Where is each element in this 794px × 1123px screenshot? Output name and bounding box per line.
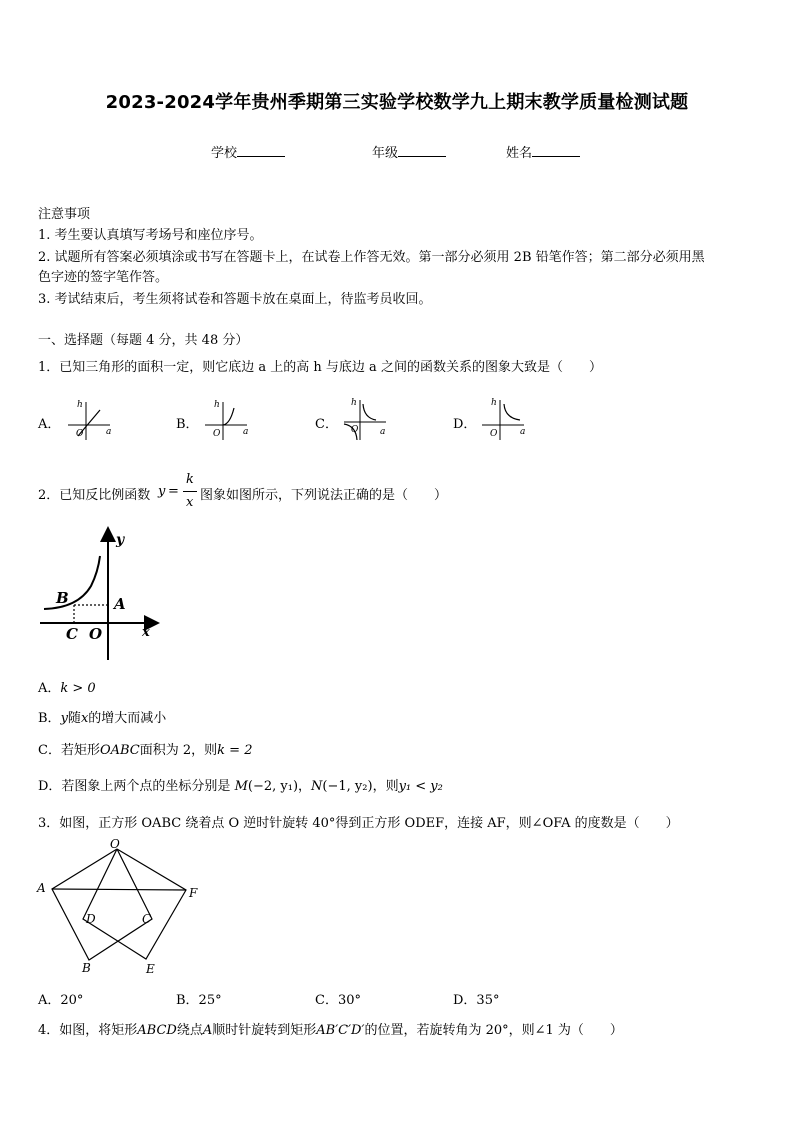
q3-label-b: B xyxy=(82,961,91,975)
notice-item-2: 2. 试题所有答案必须填涂或书写在答题卡上，在试卷上作答无效。第一部分必须用 2B 铅笔作答；第二部分必须用黑 xyxy=(38,250,705,265)
name-label: 姓名 xyxy=(506,146,533,161)
grade-label: 年级 xyxy=(372,146,399,161)
q1-stem: 1．已知三角形的面积一定，则它底边 a 上的高 h 与底边 a 之间的函数关系的图象大致是（ ） xyxy=(38,360,602,375)
q4-mid-1: 绕点 xyxy=(176,1023,203,1038)
q2-stem-suffix: 图象如图所示，下列说法正确的是（ ） xyxy=(200,488,448,503)
grade-field[interactable] xyxy=(372,142,446,161)
q1b-o: O xyxy=(213,429,221,439)
q3-label-o: O xyxy=(110,837,120,851)
q1-option-b-label[interactable]: B． xyxy=(176,417,199,432)
page-title: 2023-2024学年贵州季期第三实验学校数学九上期末教学质量检测试题 xyxy=(105,92,689,113)
q2-b-mid: 随 xyxy=(67,711,81,726)
q1b-a: a xyxy=(243,427,249,437)
q2-fraction-bar xyxy=(183,491,197,492)
q3-option-d[interactable]: D．35° xyxy=(453,993,500,1008)
q2-d-sep: ， xyxy=(298,779,312,794)
q2-c-rect: OABC xyxy=(99,743,140,758)
q1a-o: O xyxy=(76,429,84,439)
q2-formula-den: x xyxy=(186,495,194,510)
notice-heading: 注意事项 xyxy=(38,207,91,222)
q1c-h: h xyxy=(351,398,357,408)
q3-figure xyxy=(34,836,204,978)
q1d-h: h xyxy=(491,398,497,408)
q2-formula-eq: = xyxy=(168,484,179,499)
name-blank[interactable] xyxy=(532,144,580,157)
school-label: 学校 xyxy=(211,146,238,161)
q4-prefix: 4．如图，将矩形 xyxy=(38,1023,138,1038)
q2-fig-x: x xyxy=(142,625,150,640)
q3-label-c: C xyxy=(142,912,152,926)
grade-blank[interactable] xyxy=(398,144,446,157)
school-blank[interactable] xyxy=(237,144,285,157)
q1a-a: a xyxy=(106,427,112,437)
q2-d-m: M xyxy=(234,779,248,794)
q2-d-mcoord: (−2, y₁) xyxy=(247,779,299,794)
q1-graph-c xyxy=(342,396,392,442)
notice-item-2-cont: 色字迹的签字笔作答。 xyxy=(38,270,169,285)
q2-option-c[interactable] xyxy=(38,739,252,758)
q2-d-then: ，则 xyxy=(372,779,399,794)
q2-figure xyxy=(36,528,166,664)
q2-stem-prefix: 2．已知反比例函数 xyxy=(38,488,151,503)
q3-stem: 3．如图，正方形 OABC 绕着点 O 逆时针旋转 40°得到正方形 ODEF，连接 AF，则∠OFA 的度数是（ ） xyxy=(38,816,679,831)
q3-option-a[interactable]: A．20° xyxy=(38,993,84,1008)
q1-graph-a xyxy=(66,396,116,442)
q2-option-b-label: B． xyxy=(38,711,61,726)
q4-mid-2: 顺时针旋转到矩形 xyxy=(212,1023,317,1038)
q1d-o: O xyxy=(490,429,498,439)
q1-graph-b xyxy=(203,396,253,442)
q3-label-a: A xyxy=(37,881,46,895)
q1a-h: h xyxy=(77,400,83,410)
q4-point: A xyxy=(202,1023,213,1038)
q1c-a: a xyxy=(380,427,386,437)
q2-option-a-math: k > 0 xyxy=(60,681,96,696)
q2-c-label: C．若矩形 xyxy=(38,743,100,758)
q2-option-b[interactable] xyxy=(38,707,166,726)
notice-item-1: 1. 考生要认真填写考场号和座位序号。 xyxy=(38,228,263,243)
q3-label-f: F xyxy=(189,886,198,900)
q4-rect-1: ABCD xyxy=(137,1023,177,1038)
school-field[interactable] xyxy=(211,142,285,161)
q1d-a: a xyxy=(520,427,526,437)
q1-graph-d xyxy=(480,396,530,442)
q3-label-e: E xyxy=(146,962,155,976)
q4-stem xyxy=(38,1019,623,1038)
q2-b-rest: 的增大而减小 xyxy=(88,711,167,726)
q2-c-mid: 面积为 2，则 xyxy=(139,743,218,758)
q2-fig-c: C xyxy=(66,625,78,643)
q2-option-a[interactable] xyxy=(38,677,96,696)
q2-fig-y: y xyxy=(116,532,125,548)
q4-suffix: 的位置，若旋转角为 20°，则∠1 为（ ） xyxy=(364,1023,623,1038)
section-heading: 一、选择题（每题 4 分，共 48 分） xyxy=(38,333,249,348)
q1c-o: O xyxy=(351,425,359,435)
q1-option-d-label[interactable]: D． xyxy=(453,417,477,432)
q4-rect-2: AB′C′D′ xyxy=(316,1023,365,1038)
name-field[interactable] xyxy=(506,142,580,161)
notice-item-3: 3. 考试结束后，考生须将试卷和答题卡放在桌面上，待监考员收回。 xyxy=(38,292,432,307)
q2-formula-y: y xyxy=(158,484,166,499)
q2-d-math: y₁ < y₂ xyxy=(398,779,443,794)
q2-c-math: k = 2 xyxy=(217,743,253,758)
q3-option-b[interactable]: B．25° xyxy=(176,993,222,1008)
q2-fig-o: O xyxy=(89,625,103,643)
q1b-h: h xyxy=(214,400,220,410)
q2-d-n: N xyxy=(311,779,323,794)
q2-d-label: D．若图象上两个点的坐标分别是 xyxy=(38,779,231,794)
q2-b-var-x: x xyxy=(80,711,89,726)
q2-option-d[interactable] xyxy=(38,775,443,794)
q2-formula-num: k xyxy=(186,472,194,487)
q2-b-var-y: y xyxy=(60,711,68,726)
q2-fig-a: A xyxy=(114,595,126,613)
q3-label-d: D xyxy=(86,912,96,926)
q1-option-c-label[interactable]: C． xyxy=(315,417,338,432)
q2-fig-b: B xyxy=(56,589,69,607)
q3-option-c[interactable]: C．30° xyxy=(315,993,361,1008)
q2-option-a-label: A． xyxy=(38,681,61,696)
q1-option-a-label[interactable]: A． xyxy=(38,417,61,432)
q2-d-ncoord: (−1, y₂) xyxy=(322,779,373,794)
